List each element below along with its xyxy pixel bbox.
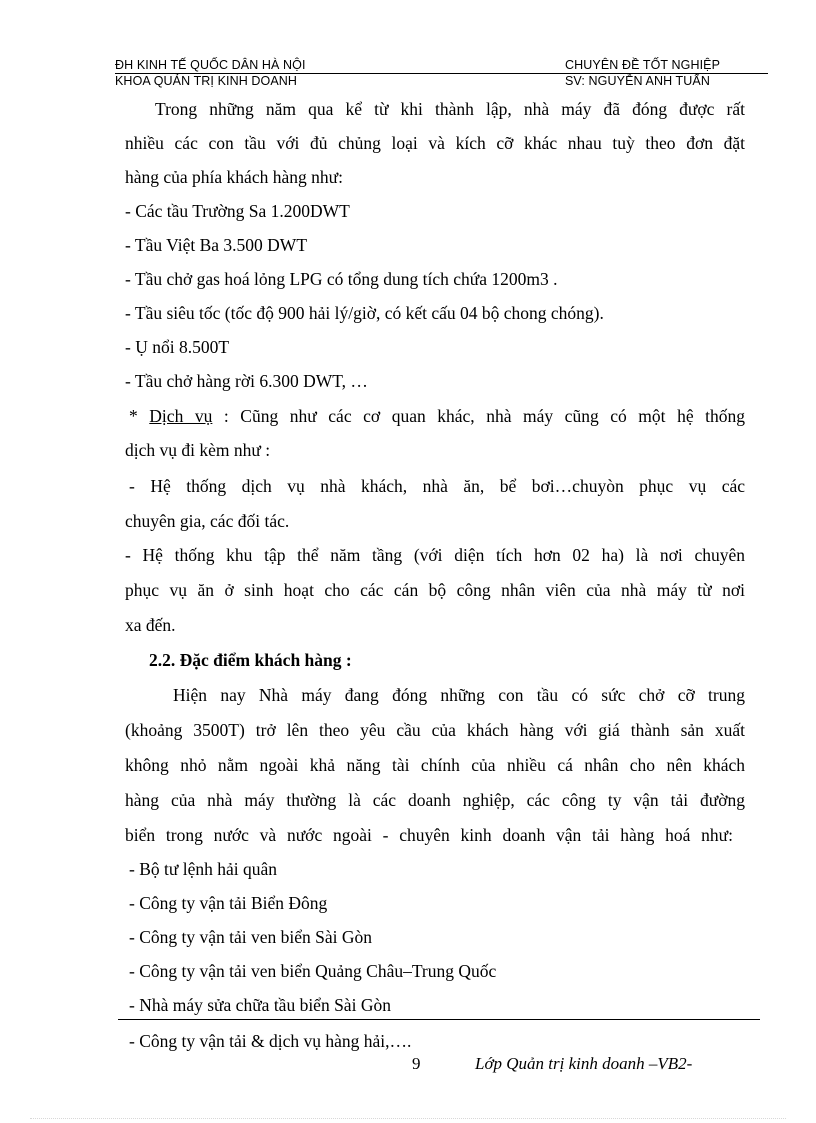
paragraph-line: - Hệ thống dịch vụ nhà khách, nhà ăn, bể bơi…chuyòn phục vụ các xyxy=(129,476,745,496)
list-item: - Công ty vận tải ven biển Sài Gòn xyxy=(129,927,373,947)
paragraph-line: Hiện nay Nhà máy đang đóng những con tầu có sức chở cỡ trung xyxy=(173,685,745,705)
header-department: KHOA QUẢN TRỊ KINH DOANH xyxy=(115,74,298,88)
list-item: - Tầu chở hàng rời 6.300 DWT, … xyxy=(125,371,368,391)
paragraph-line: nhiều các con tầu với đủ chủng loại và kích cỡ khác nhau tuỳ theo đơn đặt xyxy=(125,133,745,153)
list-item: - Tầu Việt Ba 3.500 DWT xyxy=(125,235,308,255)
paragraph-line: (khoảng 3500T) trở lên theo yêu cầu của khách hàng với giá thành sản xuất xyxy=(125,720,745,740)
paragraph-line: không nhỏ nằm ngoài khả năng tài chính của nhiều cá nhân cho nên khách xyxy=(125,755,745,775)
paragraph-line: biển trong nước và nước ngoài - chuyên kinh doanh vận tải hàng hoá như: xyxy=(125,825,733,845)
footer-class-label: Lớp Quản trị kinh doanh –VB2- xyxy=(475,1054,693,1073)
paragraph-line: chuyên gia, các đối tác. xyxy=(125,511,290,531)
list-item: - Ụ nổi 8.500T xyxy=(125,337,230,357)
list-item: - Tầu siêu tốc (tốc độ 900 hải lý/giờ, có kết cấu 04 bộ chong chóng). xyxy=(125,303,604,323)
list-item: - Bộ tư lệnh hải quân xyxy=(129,859,277,879)
list-item: - Công ty vận tải Biển Đông xyxy=(129,893,328,913)
list-item: - Công ty vận tải & dịch vụ hàng hải,…. xyxy=(129,1031,412,1051)
header-school: ĐH KINH TẾ QUỐC DÂN HÀ NỘI xyxy=(115,58,306,72)
section-heading: 2.2. Đặc điểm khách hàng : xyxy=(149,650,352,670)
paragraph-line: xa đến. xyxy=(125,615,176,635)
paragraph-line: - Hệ thống khu tập thể năm tầng (với diện tích hơn 02 ha) là nơi chuyên xyxy=(125,545,745,565)
services-label: Dịch vụ xyxy=(149,406,213,426)
page-bottom-dotted-rule xyxy=(30,1118,786,1119)
footer-rule xyxy=(118,1019,760,1020)
services-star: * xyxy=(129,406,150,426)
services-text: : Cũng như các cơ quan khác, nhà máy cũng có một hệ thống xyxy=(212,406,745,426)
header-rule xyxy=(115,73,768,74)
paragraph-line: Trong những năm qua kể từ khi thành lập, nhà máy đã đóng được rất xyxy=(155,99,745,119)
header-report-type: CHUYÊN ĐỀ TỐT NGHIỆP xyxy=(565,58,721,72)
paragraph-line: hàng của phía khách hàng như: xyxy=(125,167,343,187)
list-item: - Tầu chở gas hoá lỏng LPG có tổng dung tích chứa 1200m3 . xyxy=(125,269,558,289)
paragraph-line: dịch vụ đi kèm như : xyxy=(125,440,271,460)
header-student: SV: NGUYỄN ANH TUẤN xyxy=(565,74,710,88)
paragraph-line: phục vụ ăn ở sinh hoạt cho các cán bộ công nhân viên của nhà máy từ nơi xyxy=(125,580,745,600)
page-number: 9 xyxy=(412,1054,421,1073)
list-item: - Nhà máy sửa chữa tầu biển Sài Gòn xyxy=(129,995,391,1015)
services-line xyxy=(129,405,745,427)
list-item: - Công ty vận tải ven biển Quảng Châu–Trung Quốc xyxy=(129,961,497,981)
paragraph-line: hàng của nhà máy thường là các doanh nghiệp, các công ty vận tải đường xyxy=(125,790,745,810)
list-item: - Các tầu Trường Sa 1.200DWT xyxy=(125,201,350,221)
